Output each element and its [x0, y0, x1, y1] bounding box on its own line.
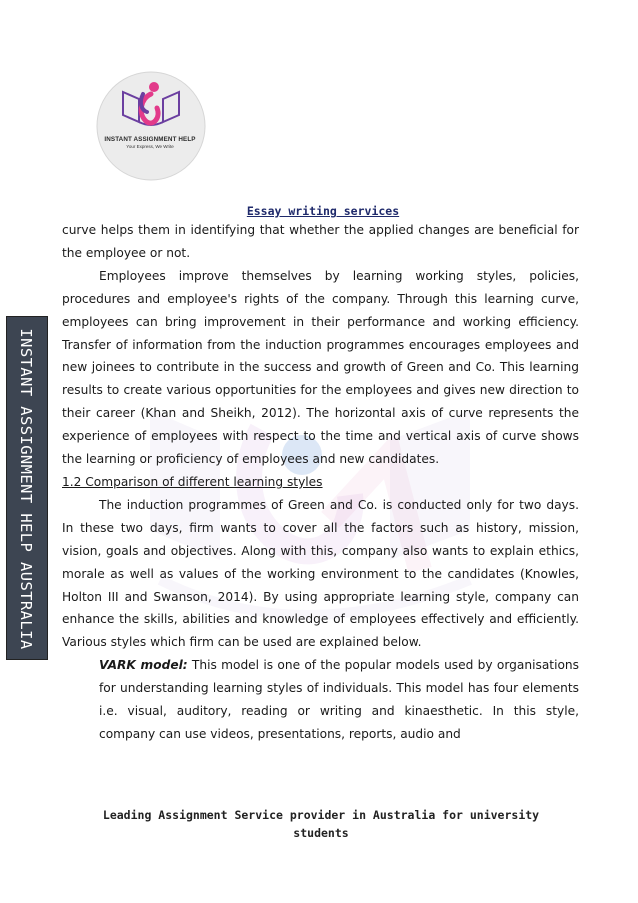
paragraph-2: Employees improve themselves by learning working styles, policies, procedures and employee's rights of the company. Through this learning curve, employees can bring improvement in their performance and working efficiency. Transfer of information from the induction programmes encourages employees and new joinees to contribute in the success and growth of Green and Co. This learning results to create various opportunities for the employees and gives new direction to their career (Khan and Sheikh, 2012). The horizontal axis of curve represents the experience of employees with respect to the time and vertical axis of curve shows the learning or proficiency of employees and new candidates.	[62, 268, 579, 467]
header-title: Essay writing services	[246, 204, 400, 218]
document-body	[62, 219, 579, 746]
vark-label: VARK model:	[99, 658, 188, 673]
logo-emblem-icon	[95, 70, 207, 182]
footer-line-1: Leading Assignment Service provider in Australia for university	[102, 808, 540, 822]
vark-text: This model is one of the popular models used by organisations for understanding learning styles of individuals. This model has four elements i.e. visual, auditory, reading or writing and kinaesthetic. In this style, company can use videos, presentations, reports, audio and	[99, 658, 579, 741]
company-logo	[95, 70, 207, 182]
vark-paragraph	[99, 654, 579, 746]
paragraph-1: curve helps them in identifying that whether the applied changes are beneficial for the employee or not.	[62, 223, 579, 260]
logo-tagline: Your Express, We Write	[126, 144, 174, 149]
footer-line-2: students	[293, 826, 349, 840]
section-heading: 1.2 Comparison of different learning styles	[62, 474, 323, 489]
page-footer	[0, 806, 638, 842]
sidebar-banner	[6, 316, 48, 660]
logo-name: INSTANT ASSIGNMENT HELP	[104, 136, 196, 143]
sidebar-banner-text: INSTANT ASSIGNMENT HELP AUSTRALIA	[17, 328, 35, 650]
logo-caption	[100, 136, 200, 149]
paragraph-3: The induction programmes of Green and Co. is conducted only for two days. In these two days, firm wants to cover all the factors such as history, mission, vision, goals and objectives. Along with this, company also wants to explain ethics, morale as well as values of the working environment to the candidates (Knowles, Holton III and Swanson, 2014). By using appropriate learning style, company can enhance the skills, abilities and knowledge of employees effectively and efficiently. Various styles which firm can be used are explained below.	[62, 497, 579, 650]
